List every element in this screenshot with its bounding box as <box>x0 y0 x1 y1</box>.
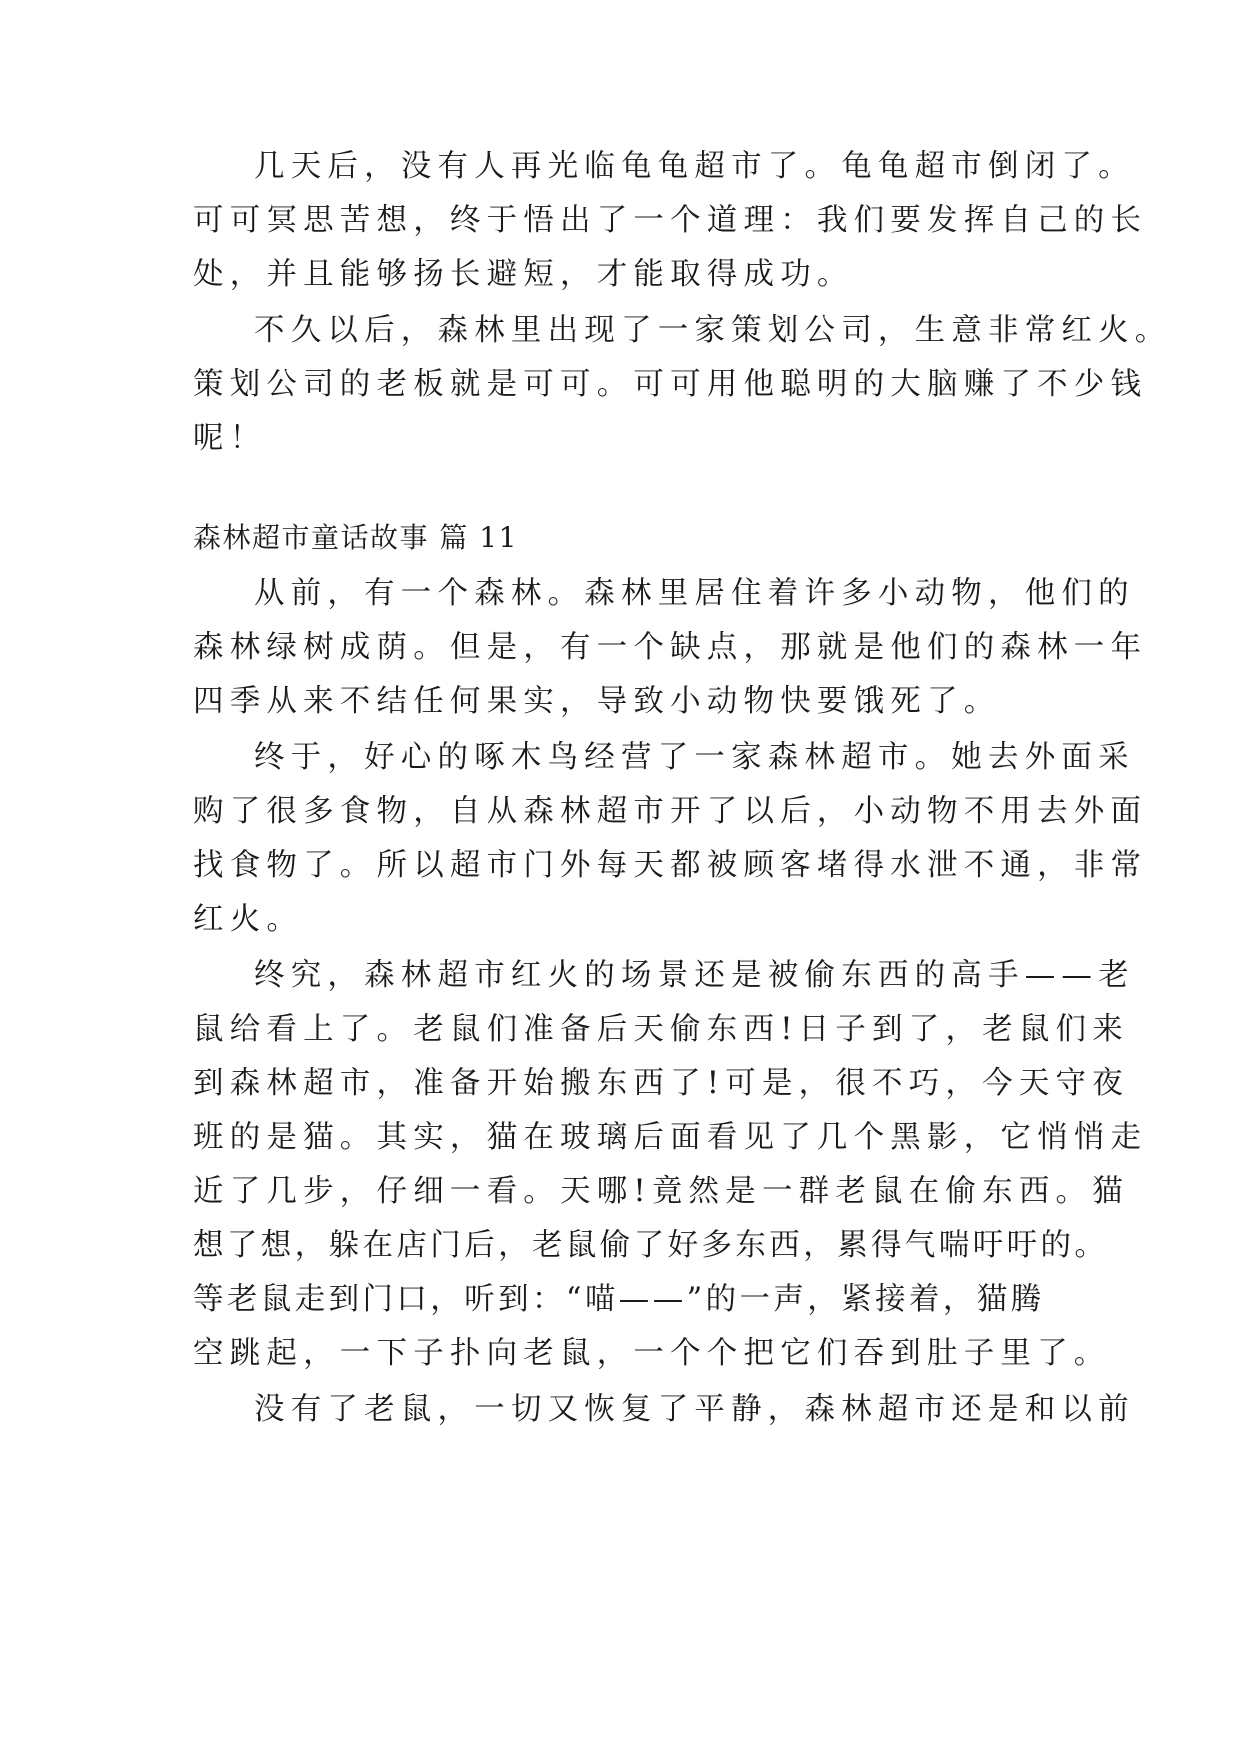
text-line: 红火。 <box>193 902 304 937</box>
text-line: 没有了老鼠，一切又恢复了平静，森林超市还是和以前 <box>254 1392 1135 1427</box>
text-line: 近了几步，仔细一看。天哪!竟然是一群老鼠在偷东西。猫 <box>193 1174 1129 1209</box>
text-line: 不久以后，森林里出现了一家策划公司，生意非常红火。 <box>254 313 1172 348</box>
text-line: 几天后，没有人再光临龟龟超市了。龟龟超市倒闭了。 <box>254 149 1135 184</box>
text-line: 班的是猫。其实，猫在玻璃后面看见了几个黑影，它悄悄走 <box>193 1120 1148 1155</box>
text-line: 找食物了。所以超市门外每天都被顾客堵得水泄不通，非常 <box>193 848 1148 883</box>
text-line: 到森林超市，准备开始搬东西了!可是，很不巧，今天守夜 <box>193 1066 1129 1101</box>
text-line: 空跳起，一下子扑向老鼠，一个个把它们吞到肚子里了。 <box>193 1336 1111 1371</box>
text-line: 鼠给看上了。老鼠们准备后天偷东西!日子到了，老鼠们来 <box>193 1012 1129 1047</box>
text-line: 处，并且能够扬长避短，才能取得成功。 <box>193 257 854 292</box>
text-line: 终究，森林超市红火的场景还是被偷东西的高手——老 <box>254 958 1135 993</box>
text-line: 等老鼠走到门口，听到：“喵——”的一声，紧接着，猫腾 <box>193 1282 1045 1317</box>
text-line: 森林绿树成荫。但是，有一个缺点，那就是他们的森林一年 <box>193 630 1148 665</box>
text-line: 呢！ <box>193 421 267 456</box>
text-line: 从前，有一个森林。森林里居住着许多小动物，他们的 <box>254 576 1135 611</box>
text-line: 可可冥思苦想，终于悟出了一个道理：我们要发挥自己的长 <box>193 203 1148 238</box>
section-heading: 森林超市童话故事 篇 11 <box>193 521 518 554</box>
text-line: 四季从来不结任何果实，导致小动物快要饿死了。 <box>193 684 1001 719</box>
text-line: 终于，好心的啄木鸟经营了一家森林超市。她去外面采 <box>254 740 1135 775</box>
text-line: 策划公司的老板就是可可。可可用他聪明的大脑赚了不少钱 <box>193 367 1148 402</box>
text-line: 想了想，躲在店门后，老鼠偷了好多东西，累得气喘吁吁的。 <box>193 1228 1109 1263</box>
text-line: 购了很多食物，自从森林超市开了以后，小动物不用去外面 <box>193 794 1148 829</box>
